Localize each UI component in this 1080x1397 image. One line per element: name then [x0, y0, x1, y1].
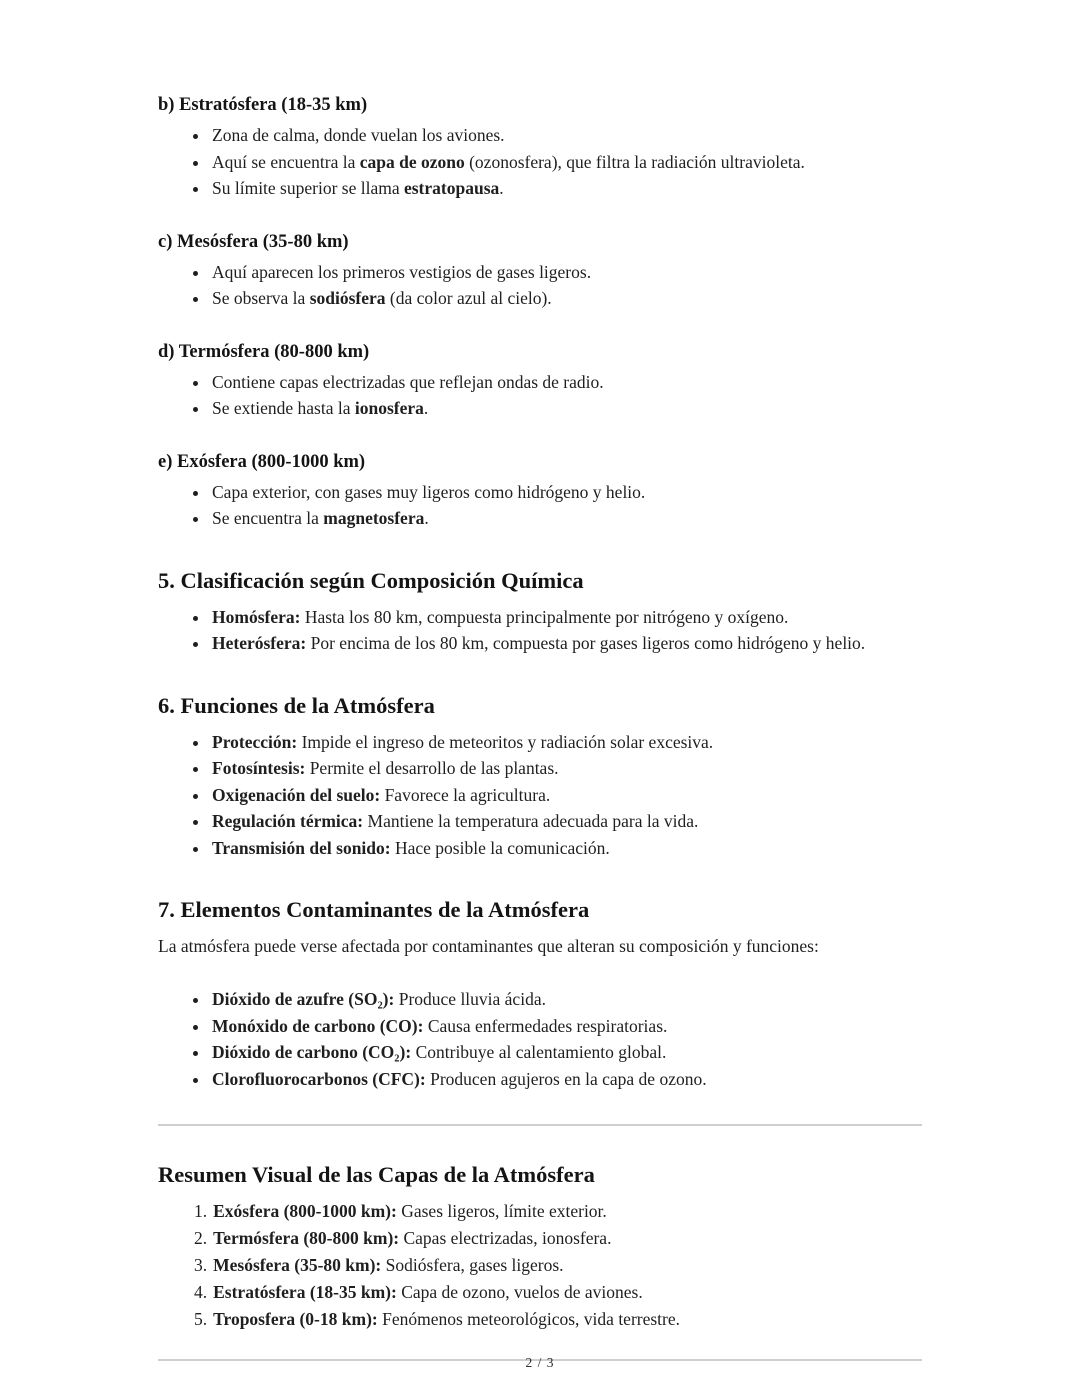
item-bold: ionosfera — [354, 398, 424, 418]
item-text-post: Capa de ozono, vuelos de aviones. — [396, 1282, 643, 1302]
list-item — [210, 259, 922, 286]
item-text: Se observa la — [212, 288, 310, 308]
item-text: Capa exterior, con gases muy ligeros como hidrógeno y helio. — [212, 481, 646, 502]
item-text-post: Contribuye al calentamiento global. — [411, 1042, 667, 1062]
section-heading: d) Termósfera (80-800 km) — [158, 341, 370, 362]
item-text-post: Produce lluvia ácida. — [394, 989, 546, 1009]
section-contaminantes — [158, 897, 922, 1092]
list-item — [210, 369, 922, 396]
item-number: 3. — [194, 1255, 208, 1275]
list-item — [210, 1039, 922, 1066]
item-text-post: Gases ligeros, límite exterior. — [396, 1201, 607, 1221]
item-text-post: Causa enfermedades respiratorias. — [423, 1015, 668, 1036]
item-text-post: Capas electrizadas, ionosfera. — [399, 1228, 612, 1248]
list-item — [210, 1013, 922, 1040]
bullet-list — [158, 986, 922, 1092]
list-item — [210, 122, 922, 149]
item-text: Zona de calma, donde vuelan los aviones. — [212, 125, 505, 145]
numbered-list — [158, 1198, 922, 1333]
item-text-post: Sodiósfera, gases ligeros. — [381, 1255, 564, 1275]
list-item — [210, 986, 922, 1013]
item-text-post: (da color azul al cielo). — [385, 288, 552, 308]
item-text-post: Favorece la agricultura. — [380, 784, 551, 805]
item-bold: Oxigenación del suelo: — [212, 784, 381, 805]
item-text: Aquí se encuentra la — [212, 151, 360, 172]
list-item — [210, 729, 922, 756]
list-item — [210, 175, 922, 202]
item-bold: Exósfera (800-1000 km): — [213, 1201, 397, 1221]
item-text-post: Permite el desarrollo de las plantas. — [305, 758, 559, 778]
paragraph: La atmósfera puede verse afectada por contaminantes que alteran su composición y funciones: — [158, 936, 819, 956]
section-heading: b) Estratósfera (18-35 km) — [158, 95, 368, 115]
bullet-list — [158, 122, 922, 202]
item-number: 4. — [194, 1282, 208, 1302]
list-item — [210, 835, 922, 862]
list-item — [210, 395, 922, 422]
section-exosfera — [158, 452, 922, 532]
item-bold: Regulación térmica: — [212, 811, 364, 831]
bullet-list — [158, 604, 922, 657]
list-item — [194, 1198, 922, 1225]
bullet-list — [158, 729, 922, 862]
section-clasificacion — [158, 568, 922, 657]
bullet-list — [158, 259, 922, 312]
item-bold: Heterósfera: — [212, 633, 307, 653]
list-item — [194, 1279, 922, 1306]
item-text-post: Impide el ingreso de meteoritos y radiación solar excesiva. — [297, 731, 714, 752]
item-bold: Fotosíntesis: — [212, 758, 306, 778]
item-bold: estratopausa — [403, 178, 500, 198]
item-bold: Mesósfera (35-80 km): — [213, 1255, 382, 1275]
item-text: Su límite superior se llama — [212, 178, 404, 198]
item-text-post: Por encima de los 80 km, compuesta por gases ligeros como hidrógeno y helio. — [306, 633, 866, 653]
item-text: Aquí aparecen los primeros vestigios de gases ligeros. — [212, 261, 592, 282]
section-heading: Resumen Visual de las Capas de la Atmósfera — [158, 1162, 595, 1187]
item-bold: magnetosfera — [323, 508, 425, 528]
item-bold: Transmisión del sonido: — [212, 837, 391, 858]
item-number: 2. — [194, 1228, 208, 1248]
item-bold: Monóxido de carbono (CO): — [212, 1015, 424, 1036]
item-text-post: Hasta los 80 km, compuesta principalmente por nitrógeno y oxígeno. — [300, 606, 789, 627]
section-heading: 5. Clasificación según Composición Química — [158, 567, 584, 593]
item-text-post: . — [424, 508, 429, 528]
list-item — [194, 1225, 922, 1252]
list-item — [210, 630, 922, 657]
section-heading: 6. Funciones de la Atmósfera — [158, 692, 435, 718]
list-item — [210, 808, 922, 835]
page-number: 2 / 3 — [525, 1355, 555, 1370]
item-number: 5. — [194, 1309, 208, 1329]
item-text: Contiene capas electrizadas que reflejan ondas de radio. — [212, 371, 604, 392]
item-text-post: (ozonosfera), que filtra la radiación ultravioleta. — [464, 151, 805, 172]
section-funciones — [158, 693, 922, 862]
item-text-post: Hace posible la comunicación. — [390, 837, 610, 858]
item-bold: Dióxido de carbono (CO₂): — [212, 1042, 412, 1062]
item-text-post: . — [499, 178, 504, 198]
item-text-post: Fenómenos meteorológicos, vida terrestre. — [377, 1309, 681, 1329]
item-bold: Termósfera (80-800 km): — [213, 1228, 400, 1248]
list-item — [210, 604, 922, 631]
item-number: 1. — [194, 1201, 208, 1221]
section-heading: e) Exósfera (800-1000 km) — [158, 451, 366, 472]
section-estratosfera — [158, 95, 922, 202]
section-termosfera — [158, 342, 922, 422]
list-item — [210, 505, 922, 532]
list-item — [194, 1252, 922, 1279]
item-bold: Homósfera: — [212, 606, 301, 627]
section-resumen — [158, 1162, 922, 1333]
item-text-post: . — [423, 398, 429, 418]
section-mesosfera — [158, 232, 922, 312]
bullet-list — [158, 369, 922, 422]
item-bold: Clorofluorocarbonos (CFC): — [212, 1068, 426, 1089]
item-bold: Estratósfera (18-35 km): — [213, 1282, 397, 1302]
list-item — [210, 285, 922, 312]
bullet-list — [158, 479, 922, 532]
item-bold: capa de ozono — [359, 151, 465, 172]
list-item — [210, 782, 922, 809]
item-bold: sodiósfera — [309, 288, 386, 308]
item-text: Se extiende hasta la — [212, 398, 355, 418]
item-text-post: Producen agujeros en la capa de ozono. — [425, 1068, 707, 1089]
list-item — [210, 1066, 922, 1093]
item-text: Se encuentra la — [212, 508, 324, 528]
item-bold: Protección: — [212, 731, 298, 752]
item-bold: Troposfera (0-18 km): — [213, 1309, 378, 1329]
section-heading: c) Mesósfera (35-80 km) — [158, 231, 349, 252]
list-item — [210, 755, 922, 782]
item-bold: Dióxido de azufre (SO₂): — [212, 989, 395, 1009]
divider — [158, 1124, 922, 1126]
list-item — [210, 479, 922, 506]
list-item — [194, 1306, 922, 1333]
section-heading: 7. Elementos Contaminantes de la Atmósfera — [158, 897, 590, 922]
item-text-post: Mantiene la temperatura adecuada para la vida. — [363, 811, 699, 831]
list-item — [210, 149, 922, 176]
